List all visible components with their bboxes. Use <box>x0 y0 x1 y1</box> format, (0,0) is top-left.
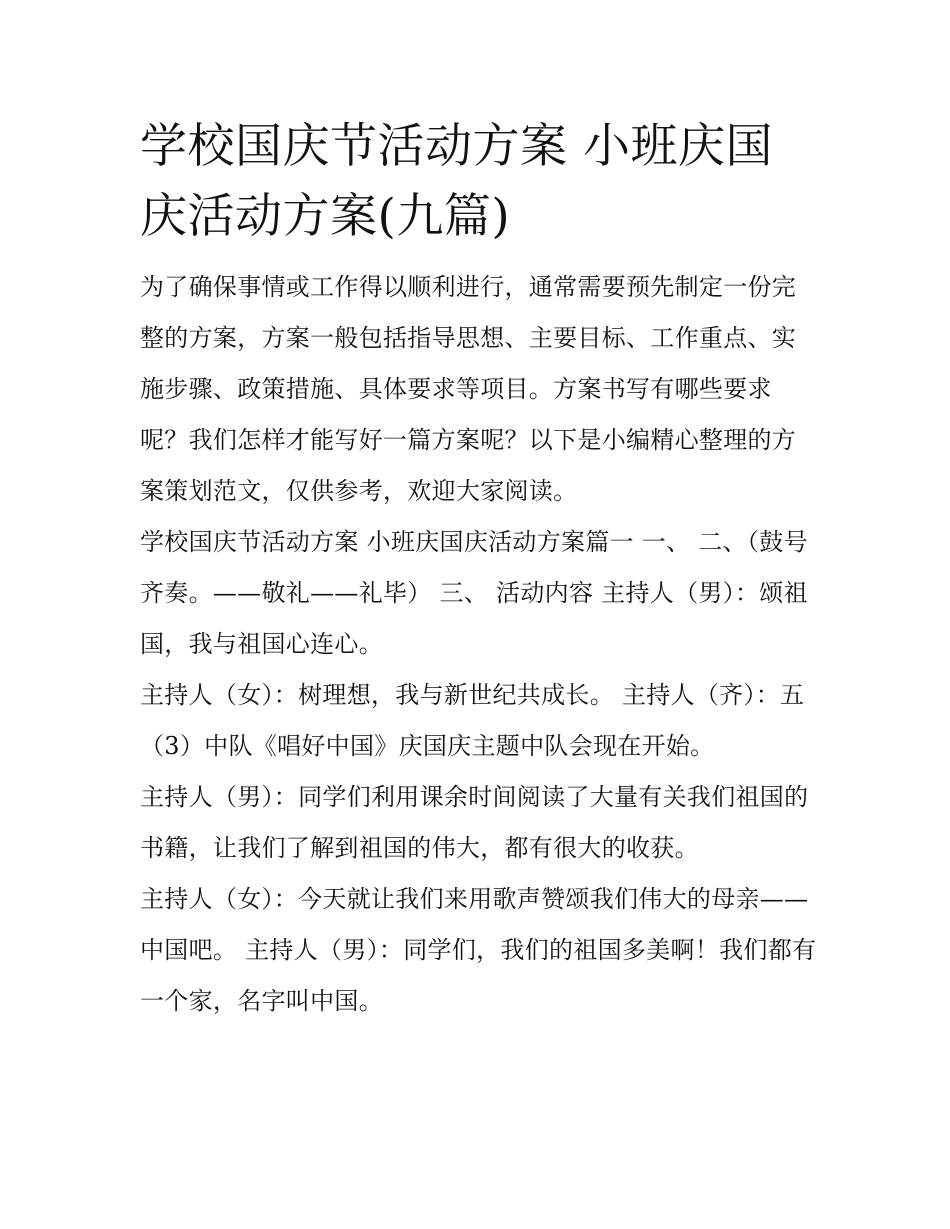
intro-paragraph: 为了确保事情或工作得以顺利进行，通常需要预先制定一份完整的方案，方案一般包括指导思想、主要目标、工作重点、实施步骤、政策措施、具体要求等项目。方案书写有哪些要求呢？我们怎样才能写好一篇方案呢？以下是小编精心整理的方案策划范文，仅供参考，欢迎大家阅读。 <box>140 273 797 505</box>
body-paragraph: 主持人（男）：同学们利用课余时间阅读了大量有关我们祖国的书籍，让我们了解到祖国的伟大，都有很大的收获。 <box>140 783 809 862</box>
document-title: 学校国庆节活动方案 小班庆国庆活动方案(九篇) <box>140 119 773 244</box>
body-paragraph: 学校国庆节活动方案 小班庆国庆活动方案篇一 一、 二、（鼓号齐奏。——敬礼——礼毕） 三、 活动内容 主持人（男）：颂祖国，我与祖国心连心。 <box>140 528 808 658</box>
document-page <box>140 112 820 1027</box>
body-paragraph: 主持人（女）：今天就让我们来用歌声赞颂我们伟大的母亲——中国吧。 主持人（男）：同学们，我们的祖国多美啊！我们都有一个家，名字叫中国。 <box>140 885 817 1015</box>
body-paragraph: 主持人（女）：树理想，我与新世纪共成长。 主持人（齐）：五（3）中队《唱好中国》庆国庆主题中队会现在开始。 <box>140 681 805 760</box>
